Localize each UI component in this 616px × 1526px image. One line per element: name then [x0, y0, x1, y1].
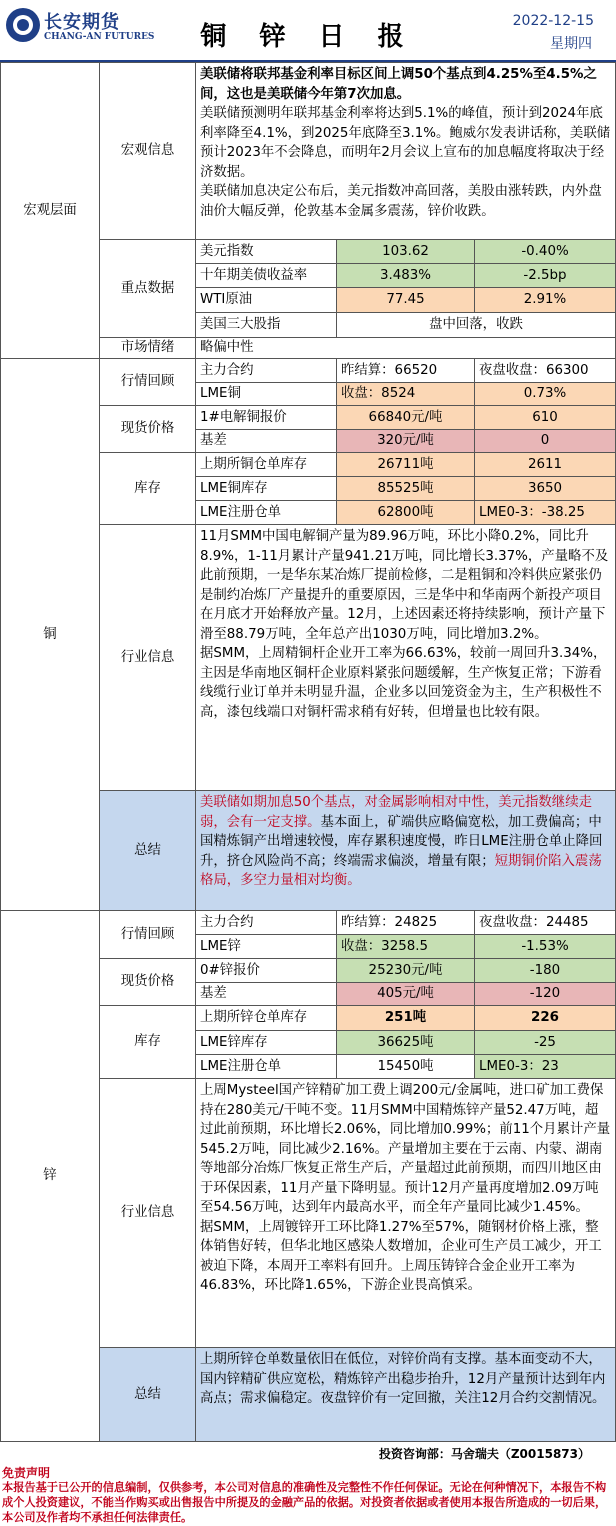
zinc-basis-name: 基差 — [196, 983, 337, 1006]
copper-lme-spread: LME0-3：-38.25 — [475, 501, 616, 525]
copper-industry-label: 行业信息 — [100, 525, 196, 791]
zinc-shfe-stock-change: 226 — [475, 1006, 616, 1031]
zinc-main-contract: 主力合约 — [196, 911, 337, 935]
copper-shfe-stock-change: 2611 — [475, 453, 616, 477]
zinc-summary-label: 总结 — [100, 1348, 196, 1442]
key-row-name: 美国三大股指 — [196, 313, 337, 338]
contact-line — [0, 1442, 616, 1462]
sentiment-value: 略偏中性 — [196, 338, 616, 359]
copper-lme-reg-value: 62800吨 — [337, 501, 475, 525]
logo-english-name: CHANG-AN FUTURES — [44, 32, 155, 42]
zinc-industry-paragraph-1: 上周Mysteel国产锌精矿加工费上调200元/金属吨，进口矿加工费保持在280美元/干吨不变。11月SMM中国精炼锌产量52.47万吨，超过此前预期，环比增长2.06%，同比增加0.99%；前11个月累计产量545.2万吨，同比减少2.16%。产量增加主要在于云南、内蒙、湖南等地部分冶炼厂恢复正常生产后，产量超过此前预期，而四川地区由于环保因素，11月产量下降明显。预计12月产量再度增加2.09万吨至54.56万吨，达到年内最高水平，而全年产量同比减少1.45%。 — [200, 1083, 611, 1215]
zinc-main-settle: 昨结算：24825 — [337, 911, 475, 935]
key-row-change: 2.91% — [475, 288, 616, 313]
disclaimer-text: 本报告基于已公开的信息编制，仅供参考，本公司对信息的准确性及完整性不作任何保证。无论在何种情况下，本报告不构成个人投资建议，不能当作购买或出售报告中所提及的金融产品的依据。对投资者依据或者使用本报告所造成的一切后果，本公司及作者均不承担任何法律责任。 — [2, 1481, 607, 1524]
copper-basis-name: 基差 — [196, 430, 337, 453]
zinc-industry-paragraph-2: 据SMM，上周镀锌开工环比降1.27%至57%，随钢材价格上涨，整体销售好转，但华北地区感染人数增加，企业可生产员工减少，开工被迫下降，本周开工率料有回升。上周压铸锌合金企业开工率为46.83%，环比降1.65%，下游企业畏高慎采。 — [200, 1219, 602, 1293]
report-date: 2022-12-15 — [512, 13, 594, 29]
copper-industry-text — [196, 525, 616, 791]
zinc-lme-stock-name: LME锌库存 — [196, 1031, 337, 1055]
logo-chinese-name: 长安期货 — [44, 12, 120, 33]
macro-headline: 美联储将联邦基金利率目标区间上调50个基点到4.25%至4.5%之间，这也是美联储今年第7次加息。 — [200, 67, 597, 102]
copper-lme-stock-value: 85525吨 — [337, 477, 475, 501]
copper-main-contract: 主力合约 — [196, 359, 337, 383]
zinc-shfe-stock-value: 251吨 — [337, 1006, 475, 1031]
copper-basis-change: 0 — [475, 430, 616, 453]
copper-spot-name: 1#电解铜报价 — [196, 406, 337, 430]
copper-lme-stock-change: 3650 — [475, 477, 616, 501]
copper-summary-red-1: 美联储如期加息50个基点，对金属影响相对中性，美元指数继续走弱，会有一定支撑。 — [200, 795, 592, 830]
key-row-value: 3.483% — [337, 264, 475, 288]
key-row-value: 103.62 — [337, 240, 475, 264]
report-weekday: 星期四 — [550, 36, 592, 52]
copper-shfe-stock-name: 上期所铜仓单库存 — [196, 453, 337, 477]
key-row-value: 77.45 — [337, 288, 475, 313]
copper-summary-label: 总结 — [100, 791, 196, 911]
zinc-basis-change: -120 — [475, 983, 616, 1006]
copper-main-settle: 昨结算：66520 — [337, 359, 475, 383]
zinc-lme-stock-value: 36625吨 — [337, 1031, 475, 1055]
copper-review-label: 行情回顾 — [100, 359, 196, 406]
zinc-lme-reg-name: LME注册仓单 — [196, 1055, 337, 1079]
copper-basis-value: 320元/吨 — [337, 430, 475, 453]
zinc-industry-text — [196, 1079, 616, 1348]
zinc-lme-stock-change: -25 — [475, 1031, 616, 1055]
copper-industry-paragraph-2: 据SMM，上周精铜杆企业开工率为66.63%，较前一周回升3.34%，主因是华南地区铜杆企业原料紧张问题缓解，生产恢复正常；下游看线缆行业订单并未明显升温，企业多以回笼资金为主，生产积极性不高，漆包线端口对铜杆需求稍有好转，但增量也比较有限。 — [200, 646, 607, 720]
macro-info-text — [196, 62, 616, 240]
copper-lme-name: LME铜 — [196, 383, 337, 406]
zinc-review-label: 行情回顾 — [100, 911, 196, 959]
key-row-name: 美元指数 — [196, 240, 337, 264]
zinc-spot-label: 现货价格 — [100, 959, 196, 1006]
report-header — [0, 0, 616, 62]
zinc-spot-price: 25230元/吨 — [337, 959, 475, 983]
copper-lme-reg-name: LME注册仓单 — [196, 501, 337, 525]
copper-summary-text — [196, 791, 616, 911]
copper-lme-change: 0.73% — [475, 383, 616, 406]
zinc-shfe-stock-name: 上期所锌仓单库存 — [196, 1006, 337, 1031]
zinc-summary-text: 上期所锌仓单数量依旧在低位，对锌价尚有支撑。基本面变动不大，国内锌精矿供应宽松，精炼锌产出稳步抬升，12月产量预计达到年内高点；需求偏稳定。夜盘锌价有一定回撤，关注12月合约交割情况。 — [196, 1348, 616, 1442]
zinc-basis-value: 405元/吨 — [337, 983, 475, 1006]
copper-summary-body: 基本面上，矿端供应略偏宽松，加工费偏高；中国精炼铜产出增速较慢，库存累积速度慢，昨日LME注册仓单止降回升，挤仓风险尚不高；终端需求偏淡，增量有限； — [200, 814, 603, 869]
zinc-spot-name: 0#锌报价 — [196, 959, 337, 983]
copper-lme-close: 收盘：8524 — [337, 383, 475, 406]
section-macro: 宏观层面 — [0, 62, 100, 359]
key-row-change: -0.40% — [475, 240, 616, 264]
zinc-lme-spread: LME0-3：23 — [475, 1055, 616, 1079]
key-row-name: 十年期美债收益率 — [196, 264, 337, 288]
zinc-night-close: 夜盘收盘：24485 — [475, 911, 616, 935]
zinc-lme-close: 收盘：3258.5 — [337, 935, 475, 959]
copper-spot-price: 66840元/吨 — [337, 406, 475, 430]
zinc-lme-change: -1.53% — [475, 935, 616, 959]
section-zinc: 锌 — [0, 911, 100, 1442]
section-copper: 铜 — [0, 359, 100, 911]
copper-shfe-stock-value: 26711吨 — [337, 453, 475, 477]
analyst-contact: 投资咨询部：马舍瑞夫（Z0015873） — [378, 1447, 590, 1461]
copper-lme-stock-name: LME铜库存 — [196, 477, 337, 501]
key-row-change: -2.5bp — [475, 264, 616, 288]
macro-paragraph-2: 美联储加息决定公布后，美元指数冲高回落，美股由涨转跌，内外盘油价大幅反弹，伦敦基本金属多震荡，锌价收跌。 — [200, 184, 602, 219]
copper-spot-label: 现货价格 — [100, 406, 196, 453]
macro-info-label: 宏观信息 — [100, 62, 196, 240]
copper-stock-label: 库存 — [100, 453, 196, 525]
zinc-industry-label: 行业信息 — [100, 1079, 196, 1348]
zinc-stock-label: 库存 — [100, 1006, 196, 1079]
zinc-spot-change: -180 — [475, 959, 616, 983]
report-title: 铜 锌 日 报 — [200, 22, 416, 52]
macro-paragraph-1: 美联储预测明年联邦基金利率将达到5.1%的峰值，预计到2024年底利率降至4.1%，到2025年底降至3.1%。鲍威尔发表讲话称，美联储预计2023年不会降息，而明年2月会议上宣布的加息幅度将取决于经济数据。 — [200, 106, 611, 180]
copper-summary-red-2: 短期铜价陷入震荡格局，多空力量相对均衡。 — [200, 853, 602, 888]
copper-spot-change: 610 — [475, 406, 616, 430]
copper-industry-paragraph-1: 11月SMM中国电解铜产量为89.96万吨，环比小降0.2%，同比升8.9%，1-11月累计产量941.21万吨，同比增长3.37%，产量略不及此前预期，一是华东某冶炼厂提前检修，二是粗铜和冷料供应紧张仍是制约冶炼厂产量提升的重要原因，三是华中和华南两个新投产项目在月底才开始释放产量。12月，上述因素还将持续影响，预计产量下滑至88.79万吨，全年总产出1030万吨，同比增加3.2%。 — [200, 529, 609, 642]
key-row-name: WTI原油 — [196, 288, 337, 313]
key-row-value: 盘中回落，收跌 — [337, 313, 616, 338]
zinc-lme-reg-value: 15450吨 — [337, 1055, 475, 1079]
copper-night-close: 夜盘收盘：66300 — [475, 359, 616, 383]
key-data-label: 重点数据 — [100, 240, 196, 338]
disclaimer-title: 免责声明 — [2, 1466, 51, 1480]
zinc-lme-name: LME锌 — [196, 935, 337, 959]
sentiment-label: 市场情绪 — [100, 338, 196, 359]
